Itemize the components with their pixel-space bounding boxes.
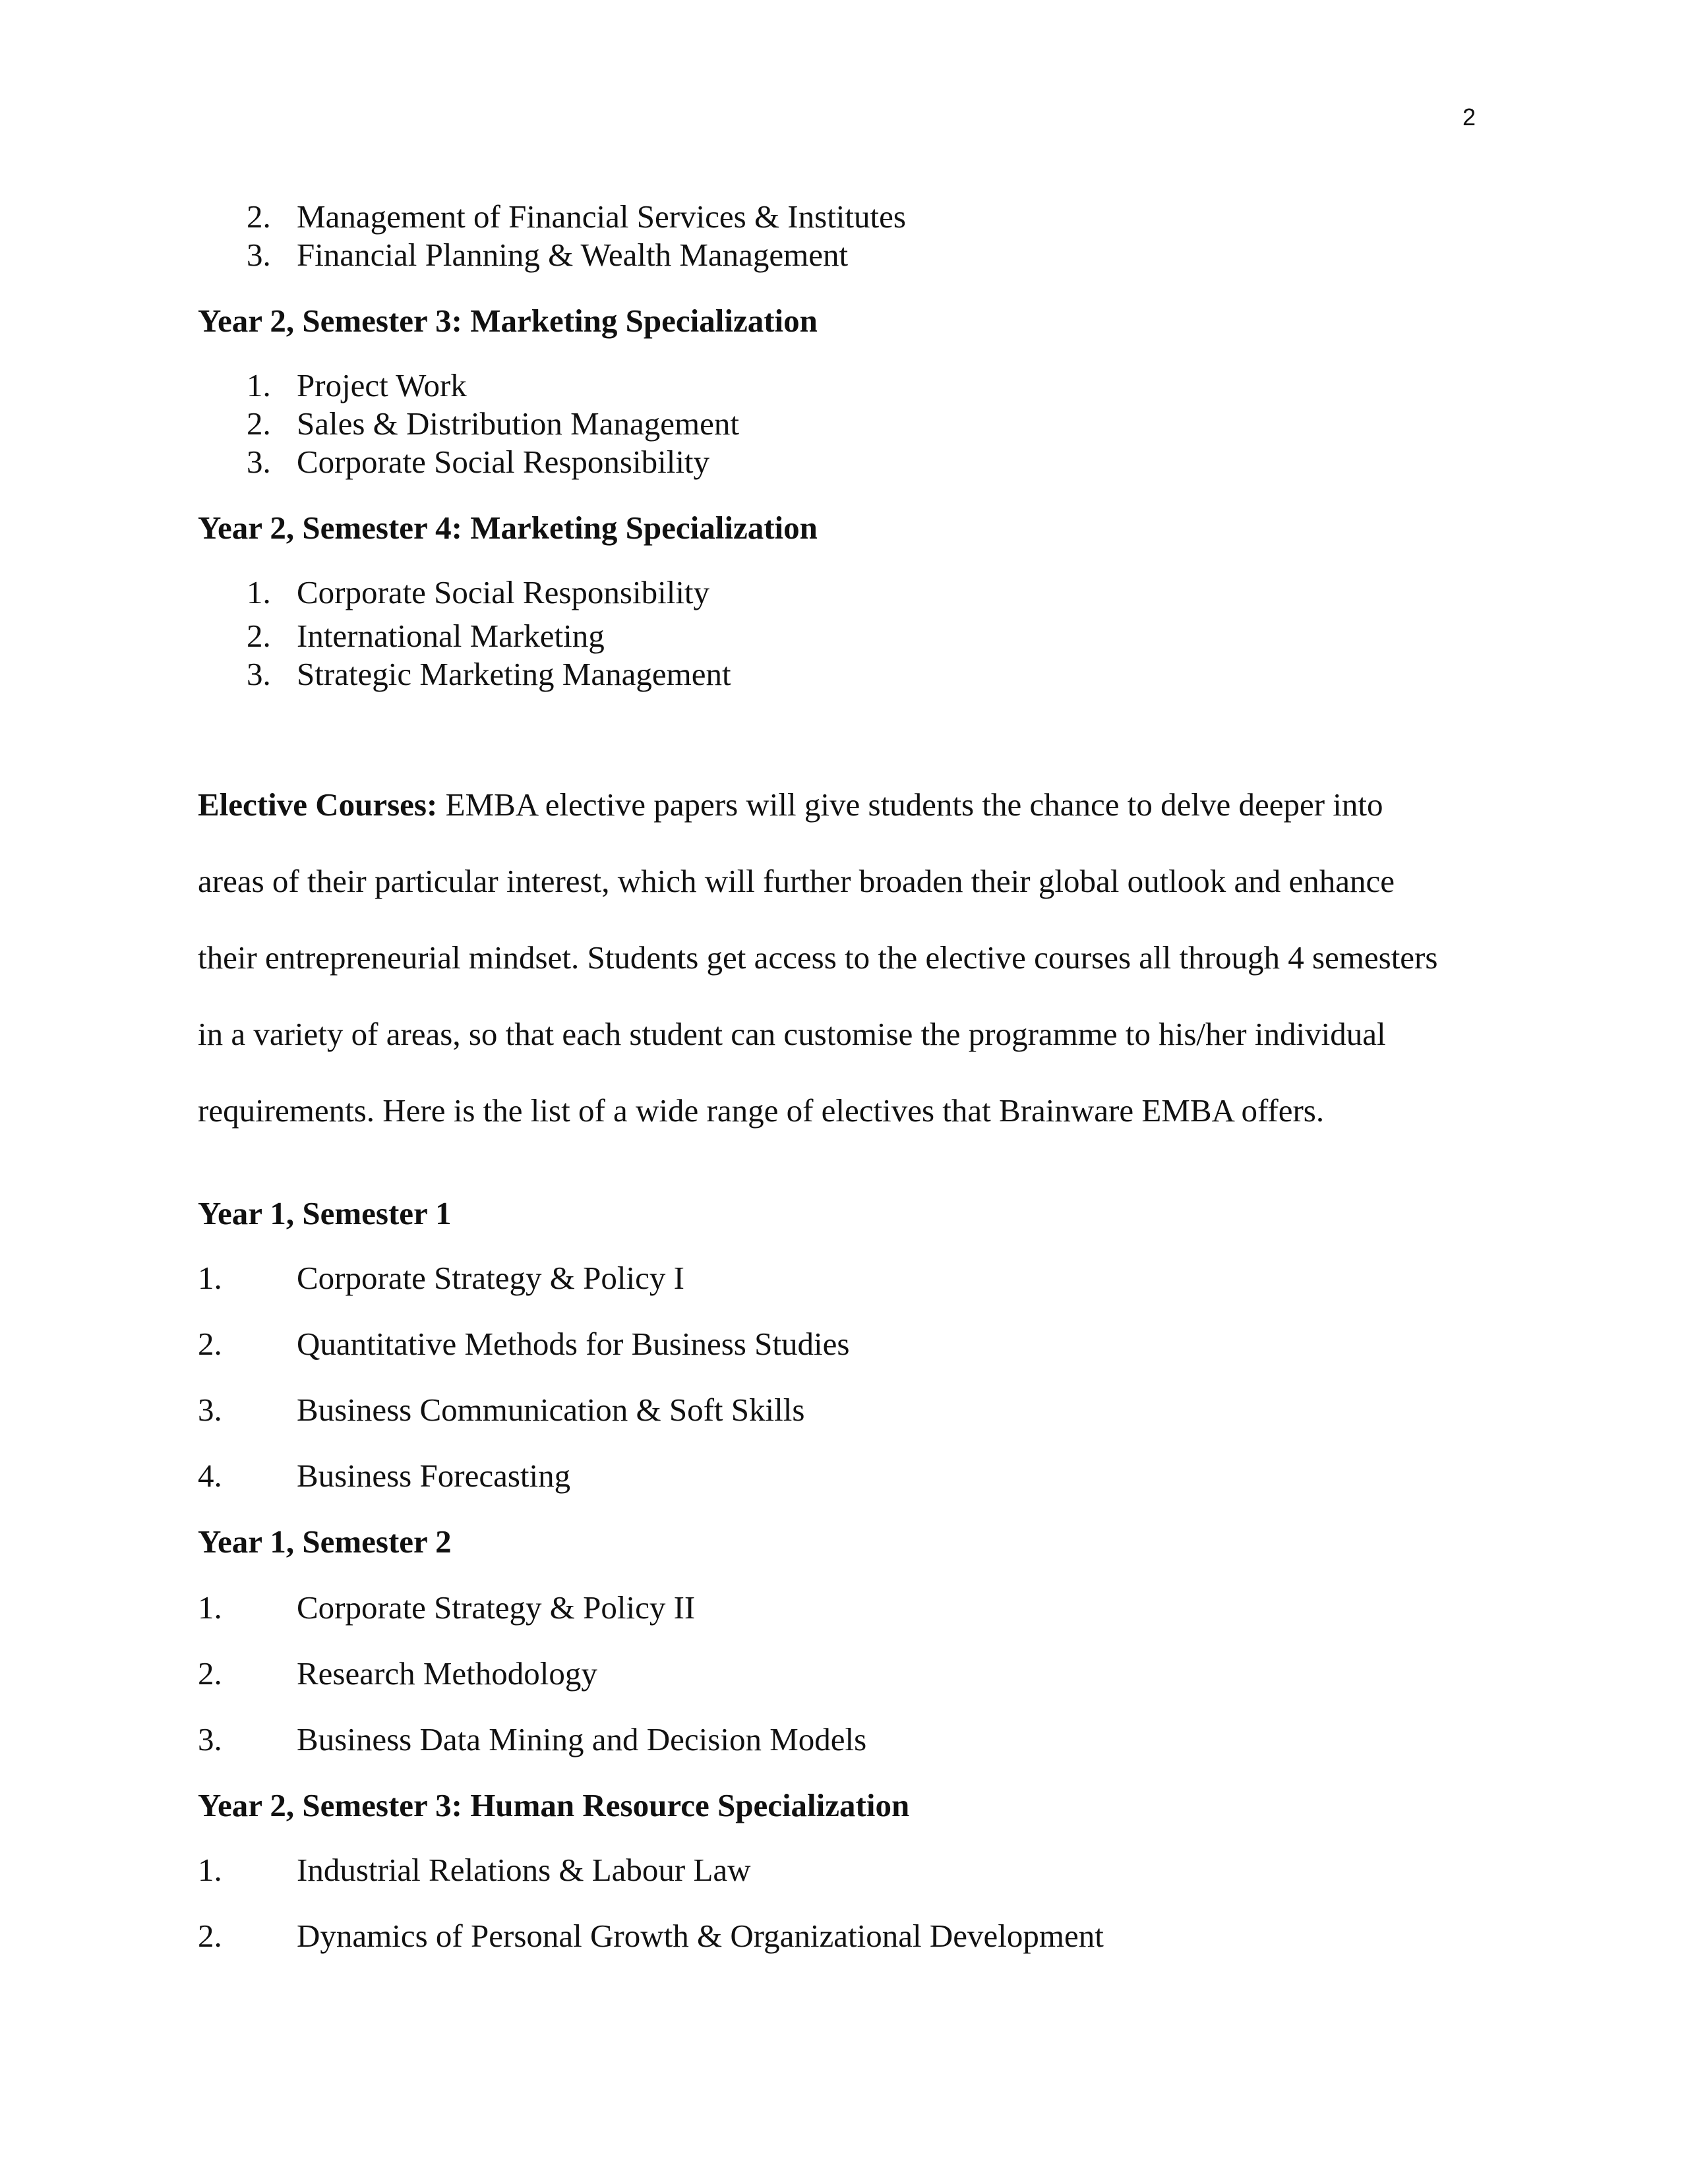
section-heading-y1s2: Year 1, Semester 2	[198, 1523, 452, 1560]
electives-text: EMBA elective papers will give students the chance to delve deeper into	[437, 786, 1383, 823]
list-item-number: 4.	[198, 1458, 222, 1494]
list-item-text: Strategic Marketing Management	[297, 656, 731, 692]
list-item-number: 3.	[198, 1721, 222, 1757]
list-item-number: 1.	[198, 1589, 222, 1626]
list-item-text: Industrial Relations & Labour Law	[297, 1852, 751, 1888]
list-item-number: 3.	[247, 444, 271, 480]
list-item-text: Financial Planning & Wealth Management	[297, 237, 849, 273]
list-item-number: 2.	[198, 1655, 222, 1692]
electives-paragraph-line: areas of their particular interest, which will further broaden their global outlook and enhance	[198, 863, 1395, 899]
list-item-number: 1.	[247, 367, 271, 403]
section-heading-marketing-sem3: Year 2, Semester 3: Marketing Specialization	[198, 303, 818, 339]
section-heading-y1s1: Year 1, Semester 1	[198, 1195, 452, 1231]
list-item-number: 3.	[198, 1392, 222, 1428]
list-item-number: 3.	[247, 237, 271, 273]
list-item-text: Corporate Strategy & Policy II	[297, 1589, 696, 1626]
list-item-text: Quantitative Methods for Business Studies	[297, 1326, 850, 1362]
list-item-number: 3.	[247, 656, 271, 692]
list-item-text: Corporate Social Responsibility	[297, 444, 710, 480]
list-item-text: Management of Financial Services & Institutes	[297, 198, 906, 235]
electives-label: Elective Courses:	[198, 786, 438, 823]
list-item-text: Business Forecasting	[297, 1458, 571, 1494]
electives-paragraph-line: requirements. Here is the list of a wide range of electives that Brainware EMBA offers.	[198, 1092, 1325, 1129]
list-item-text: Corporate Strategy & Policy I	[297, 1260, 684, 1296]
list-item-number: 2.	[247, 405, 271, 442]
list-item-text: Research Methodology	[297, 1655, 597, 1692]
electives-paragraph-line	[198, 786, 1383, 824]
list-item-text: Project Work	[297, 367, 467, 403]
list-item-text: International Marketing	[297, 618, 605, 654]
section-heading-hr-sem3: Year 2, Semester 3: Human Resource Specialization	[198, 1787, 910, 1823]
list-item-text: Business Data Mining and Decision Models	[297, 1721, 867, 1757]
page-number: 2	[1462, 103, 1476, 131]
section-heading-marketing-sem4: Year 2, Semester 4: Marketing Specialization	[198, 510, 818, 546]
list-item-number: 1.	[198, 1260, 222, 1296]
list-item-number: 2.	[247, 618, 271, 654]
list-item-number: 2.	[198, 1326, 222, 1362]
list-item-number: 1.	[247, 574, 271, 610]
list-item-number: 2.	[198, 1918, 222, 1954]
list-item-text: Corporate Social Responsibility	[297, 574, 710, 610]
list-item-number: 1.	[198, 1852, 222, 1888]
list-item-text: Business Communication & Soft Skills	[297, 1392, 805, 1428]
electives-paragraph-line: in a variety of areas, so that each student can customise the programme to his/her individual	[198, 1016, 1386, 1052]
electives-paragraph-line: their entrepreneurial mindset. Students get access to the elective courses all through 4 semesters	[198, 939, 1438, 976]
list-item-number: 2.	[247, 198, 271, 235]
list-item-text: Sales & Distribution Management	[297, 405, 739, 442]
list-item-text: Dynamics of Personal Growth & Organizational Development	[297, 1918, 1104, 1954]
